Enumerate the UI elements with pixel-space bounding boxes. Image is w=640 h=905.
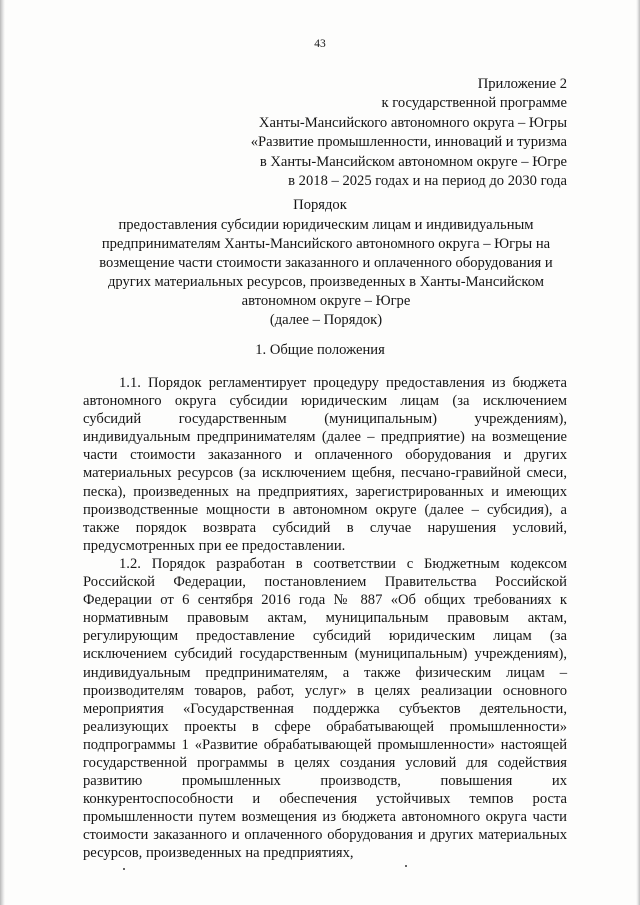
scan-specks bbox=[0, 862, 640, 882]
subtitle-line: предоставления субсидии юридическим лицам и индивидуальным bbox=[118, 217, 534, 233]
paragraph-1-2: 1.2. Порядок разработан в соответствии с Бюджетным кодексом Российской Федерации, постановлением Правительства Российской Федерации от 6 сентября 2016 года № 887 «Об общих требованиях к нормативным правовым актам, муниципальным правовым актам, регулирующим предоставление субсидий юридическим лицам (за исключением субсидий государственным (муниципальным) учреждениям), индивидуальным предпринимателям, а также физическим лицам – производителям товаров, работ, услуг» в целях реализации основного мероприятия «Государственная поддержка субъектов деятельности, реализующих проекты в сфере обрабатывающей промышленности» подпрограммы 1 «Развитие обрабатывающей промышленности» настоящей государственной программы в целях создания условий для содействия развитию промышленных производств, повышения их конкурентоспособности и обеспечения устойчивых темпов роста промышленности путем возмещения из бюджета автономного округа части стоимости заказанного и оплаченного оборудования и других материальных ресурсов, произведенных на предприятиях, bbox=[83, 555, 567, 862]
scan-speck bbox=[405, 865, 407, 867]
subtitle-line: автономном округе – Югре bbox=[241, 293, 411, 309]
section-heading: 1. Общие положения bbox=[255, 342, 385, 358]
page-number: 43 bbox=[314, 38, 326, 50]
paragraph-1-1: 1.1. Порядок регламентирует процедуру предоставления из бюджета автономного округа субсидии юридическим лицам (за исключением субсидий государственным (муниципальным) учреждениям), индивидуальным предпринимателям (далее – предприятие) на возмещение части стоимости заказанного и оплаченного оборудования и других материальных ресурсов (за исключением щебня, песчано-гравийной смеси, песка), произведенных на предприятиях, зарегистрированных и имеющих производственные мощности в автономном округе (далее – субсидия), а также порядок возврата субсидий в случае нарушения условий, предусмотренных при ее предоставлении. bbox=[83, 375, 567, 554]
scan-speck bbox=[123, 868, 125, 870]
appendix-header bbox=[147, 75, 567, 191]
subtitle-line: (далее – Порядок) bbox=[269, 312, 383, 328]
body-text bbox=[83, 374, 567, 863]
appendix-line: в 2018 – 2025 годах и на период до 2030 года bbox=[288, 173, 567, 190]
appendix-line: Приложение 2 bbox=[477, 76, 567, 92]
appendix-line: в Ханты-Мансийском автономном округе – Югре bbox=[259, 153, 567, 170]
appendix-line: «Развитие промышленности, инноваций и туризма bbox=[250, 134, 567, 151]
subtitle-line: других материальных ресурсов, произведенных в Ханты-Мансийском bbox=[107, 274, 545, 290]
subtitle-line: возмещение части стоимости заказанного и оплаченного оборудования и bbox=[99, 255, 553, 271]
subtitle-line: предпринимателям Ханты-Мансийского автономного округа – Югры на bbox=[101, 236, 551, 252]
scan-edge-right bbox=[636, 0, 640, 905]
scan-edge-left bbox=[0, 0, 5, 905]
appendix-line: к государственной программе bbox=[381, 95, 567, 112]
document-subtitle bbox=[88, 216, 564, 330]
appendix-line: Ханты-Мансийского автономного округа – Югры bbox=[258, 114, 567, 131]
document-title: Порядок bbox=[293, 197, 347, 213]
